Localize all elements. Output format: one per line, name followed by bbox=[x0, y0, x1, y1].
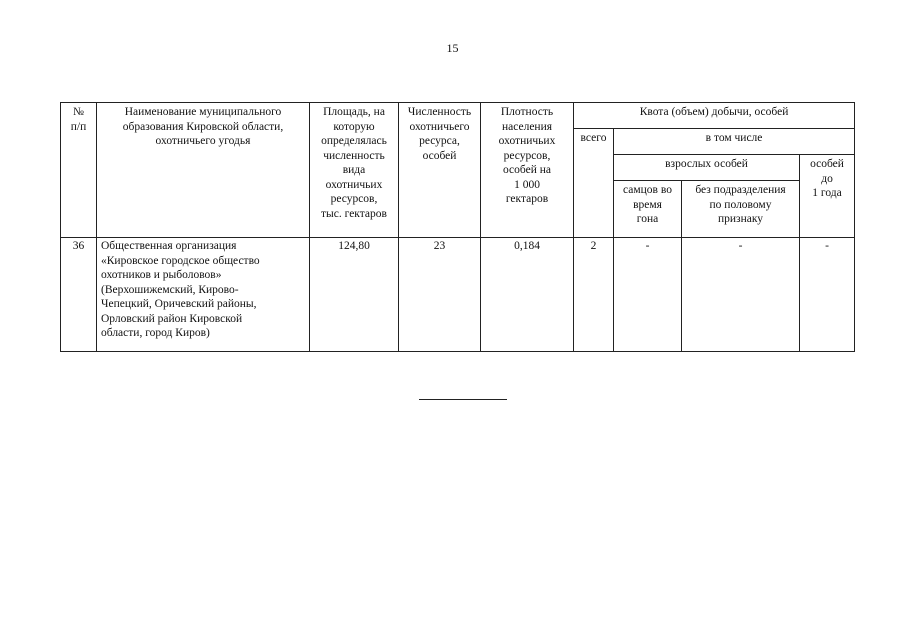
header-total: всего bbox=[574, 129, 614, 238]
cell-under1: - bbox=[800, 238, 855, 352]
header-including: в том числе bbox=[614, 129, 855, 155]
header-under1: особей до 1 года bbox=[800, 155, 855, 238]
header-count: Численность охотничьего ресурса, особей bbox=[399, 103, 481, 238]
table-row bbox=[61, 238, 855, 352]
cell-num: 36 bbox=[61, 238, 97, 352]
cell-density: 0,184 bbox=[481, 238, 574, 352]
cell-name: Общественная организация «Кировское городское общество охотников и рыболовов» (Верхошижемский, Кирово- Чепецкий, Оричевский районы, Орловский район Кировской области, город Киров) bbox=[97, 238, 310, 352]
header-density: Плотность населения охотничьих ресурсов, особей на 1 000 гектаров bbox=[481, 103, 574, 238]
cell-males: - bbox=[614, 238, 682, 352]
header-quota: Квота (объем) добычи, особей bbox=[574, 103, 855, 129]
quota-table bbox=[60, 102, 855, 352]
header-area: Площадь, на которую определялась численность вида охотничьих ресурсов, тыс. гектаров bbox=[310, 103, 399, 238]
cell-count: 23 bbox=[399, 238, 481, 352]
header-nosex: без подразделения по половому признаку bbox=[682, 181, 800, 238]
header-name: Наименование муниципального образования Кировской области, охотничьего угодья bbox=[97, 103, 310, 238]
header-num: № п/п bbox=[61, 103, 97, 238]
header-adults: взрослых особей bbox=[614, 155, 800, 181]
cell-area: 124,80 bbox=[310, 238, 399, 352]
cell-total: 2 bbox=[574, 238, 614, 352]
page-number: 15 bbox=[446, 41, 459, 55]
cell-nosex: - bbox=[682, 238, 800, 352]
header-males: самцов во время гона bbox=[614, 181, 682, 238]
end-divider bbox=[419, 399, 507, 400]
